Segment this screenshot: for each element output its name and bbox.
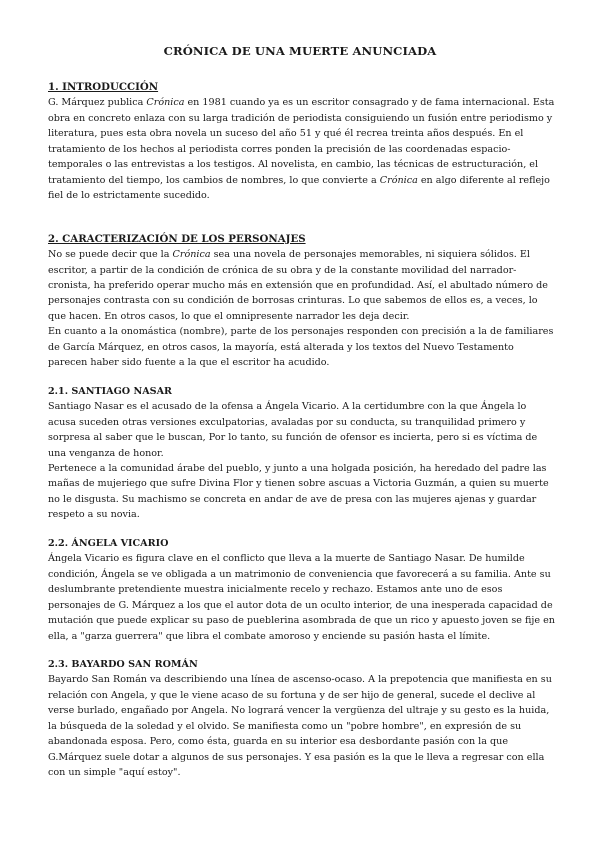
document-body — [48, 80, 556, 781]
section-spacer — [48, 523, 556, 536]
section-spacer — [48, 371, 556, 384]
paragraph — [48, 551, 556, 644]
paragraph — [48, 399, 556, 461]
text-run: sea una novela de personajes memorables, ni siquiera sólidos. El escritor, a partir de la condición de crónica de su obra y de la constante movilidad del narrador-cronista, ha preferido operar mucho más en extensión que en profundidad. Así, el abultado número de personajes contrasta con su condición de borrosas crinturas. Lo que sabemos de ellos es, a veces, lo que hacen. En otros casos, lo que el omnipresente narrador les deja decir. — [48, 249, 548, 322]
text-run: No se puede decir que la — [48, 249, 173, 261]
paragraph — [48, 247, 556, 324]
text-run: G. Márquez publica — [48, 97, 147, 109]
subsection-heading-santiago-nasar: 2.1. SANTIAGO NASAR — [48, 385, 173, 397]
paragraph — [48, 461, 556, 523]
text-run: Bayardo San Román va describiendo una línea de ascenso-ocaso. A la prepotencia que manifiesta en su relación con Angela, y que le viene acaso de su fortuna y de ser hijo de general, sucede el declive al verse burlado, engañado por Angela. No logrará vencer la vergüenza del ultraje y su gesto es la huida, la búsqueda de la soledad y el olvido. Se manifiesta como un "pobre hombre", en expresión de su abandonada esposa. Pero, como ésta, guarda en su interior esa desbordante pasión con la que G.Márquez suele dotar a algunos de sus personajes. Y esa pasión es la que le lleva a regresar con ella con un simple "aquí estoy". — [48, 674, 552, 779]
text-run: Santiago Nasar es el acusado de la ofensa a Ángela Vicario. A la certidumbre con la que Ángela lo acusa suceden otras versiones exculpatorias, avaladas por su conducta, su tranquilidad primero y sorpresa al saber que le buscan, Por lo tanto, su función de ofensor es incierta, pero si es víctima de una venganza de honor. — [48, 401, 538, 459]
text-run: Pertenece a la comunidad árabe del pueblo, y junto a una holgada posición, ha heredado del padre las mañas de mujeriego que sufre Divina Flor y tienen sobre ascuas a Victoria Guzmán, a quien su muerte no le disgusta. Su machismo se concreta en andar de ave de presa con las mujeres ajenas y guardar respeto a su novia. — [48, 462, 549, 521]
subsection-heading-bayardo-san-roman: 2.3. BAYARDO SAN ROMÁN — [48, 658, 198, 670]
paragraph — [48, 95, 556, 203]
text-run: en 1981 cuando ya es un escritor consagrado y de fama internacional. Esta obra en concreto enlaza con su larga tradición de periodista consiguiendo un fusión entre periodismo y literatura, pues esta obra novela un suceso del año 51 y qué él recrea treinta años después. En el tratamiento de los hechos al periodista corres ponden la precisión de las coordenadas espacio-temporales o las entrevistas a los testigos. Al novelista, en cambio, las técnicas de estructuración, el tratamiento del tiempo, los cambios de nombres, lo que convierte a — [48, 97, 555, 186]
section-spacer — [48, 644, 556, 657]
italic-title-run: Crónica — [172, 249, 211, 261]
section-heading-introduccion: 1. INTRODUCCIÓN — [48, 81, 159, 93]
section-spacer — [48, 204, 556, 232]
subsection-heading-angela-vicario: 2.2. ÁNGELA VICARIO — [48, 537, 169, 549]
italic-title-run: Crónica — [146, 97, 185, 109]
paragraph — [48, 324, 556, 370]
section-heading-personajes: 2. CARACTERIZACIÓN DE LOS PERSONAJES — [48, 232, 306, 245]
text-run: Ángela Vicario es figura clave en el conflicto que lleva a la muerte de Santiago Nasar. De humilde condición, Ángela se ve obligada a un matrimonio de conveniencia que favorecerá a su familia. Ante su deslumbrante pretendiente muestra inicialmente recelo y rechazo. Estamos ante uno de esos personajes de G. Márquez a los que el autor dota de un oculto interior, de una inesperada capacidad de mutación que puede explicar su paso de pueblerina asombrada de que un rico y apuesto joven se fije en ella, a "garza guerrera" que libra el combate amoroso y enciende su pasión hasta el límite. — [48, 553, 555, 642]
text-run: En cuanto a la onomástica (nombre), parte de los personajes responden con precisión a la de familiares de García Márquez, en otros casos, la mayoría, está alterada y los textos del Nuevo Testamento parecen haber sido fuente a la que el escritor ha acudido. — [48, 326, 554, 369]
paragraph — [48, 672, 556, 780]
text-run: en algo diferente al reflejo fiel de lo estrictamente sucedido. — [48, 174, 550, 202]
document-title: CRÓNICA DE UNA MUERTE ANUNCIADA — [163, 44, 437, 58]
italic-title-run: Crónica — [379, 174, 418, 186]
